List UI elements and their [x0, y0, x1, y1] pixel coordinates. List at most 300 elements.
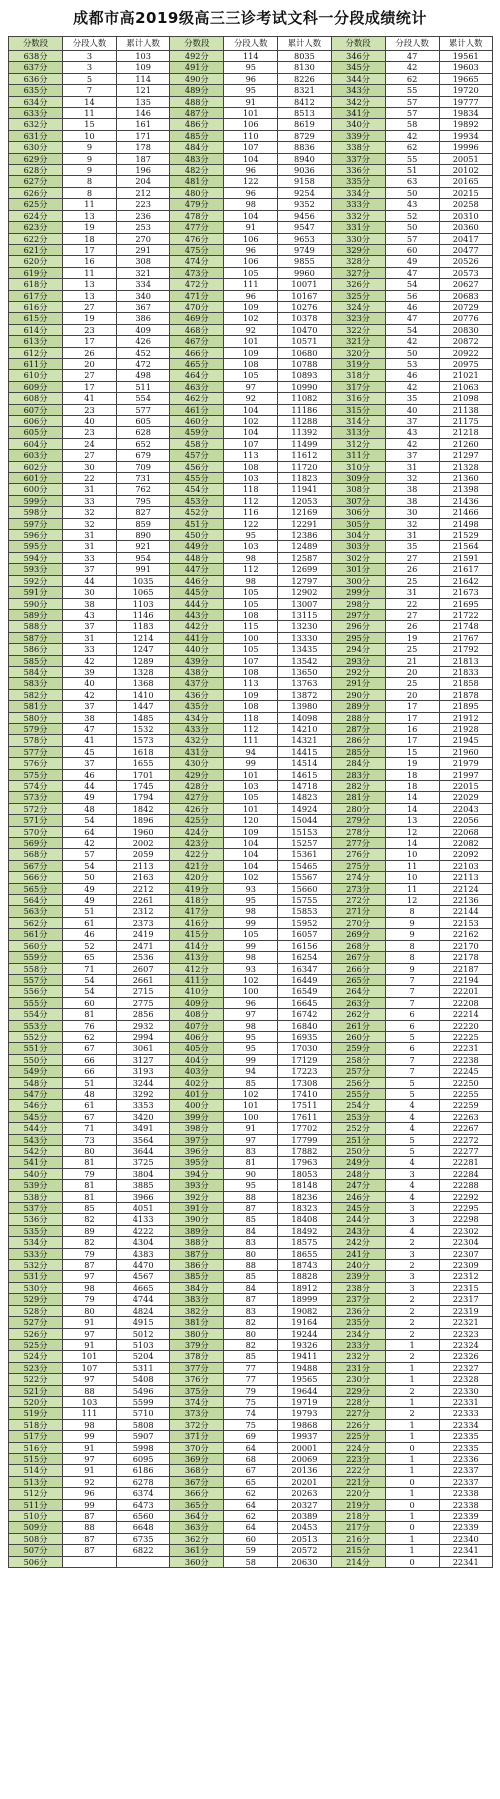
cumulative-cell: 2373 — [117, 917, 170, 928]
table-row — [9, 119, 493, 130]
count-cell: 10 — [385, 872, 439, 883]
cumulative-cell: 308 — [117, 256, 170, 267]
count-cell: 99 — [224, 1054, 278, 1065]
count-cell: 18 — [63, 233, 117, 244]
score-cell: 268分 — [331, 940, 385, 951]
score-cell: 266分 — [331, 963, 385, 974]
score-cell: 589分 — [9, 609, 63, 620]
header-cumulative: 累计人数 — [278, 37, 331, 51]
cumulative-cell: 6648 — [117, 1522, 170, 1533]
count-cell: 7 — [63, 85, 117, 96]
score-cell: 236分 — [331, 1305, 385, 1316]
score-cell: 460分 — [170, 416, 224, 427]
score-cell: 445分 — [170, 587, 224, 598]
count-cell: 97 — [63, 1328, 117, 1339]
count-cell: 46 — [63, 769, 117, 780]
score-cell: 605分 — [9, 427, 63, 438]
table-row — [9, 769, 493, 780]
cumulative-cell: 9036 — [278, 165, 331, 176]
count-cell: 49 — [63, 883, 117, 894]
score-cell: 231分 — [331, 1362, 385, 1373]
cumulative-cell: 21529 — [439, 530, 492, 541]
score-cell: 322分 — [331, 324, 385, 335]
table-row — [9, 393, 493, 404]
score-cell: 253分 — [331, 1111, 385, 1122]
count-cell: 9 — [63, 153, 117, 164]
table-row — [9, 986, 493, 997]
score-cell: 363分 — [170, 1522, 224, 1533]
count-cell: 99 — [224, 917, 278, 928]
cumulative-cell: 19868 — [278, 1419, 331, 1430]
count-cell: 63 — [385, 176, 439, 187]
table-row — [9, 803, 493, 814]
score-cell: 362分 — [170, 1533, 224, 1544]
cumulative-cell: 4665 — [117, 1282, 170, 1293]
table-row — [9, 1294, 493, 1305]
score-cell: 410分 — [170, 986, 224, 997]
table-row — [9, 1225, 493, 1236]
table-row — [9, 313, 493, 324]
cumulative-cell: 22339 — [439, 1511, 492, 1522]
score-cell: 571分 — [9, 815, 63, 826]
count-cell: 79 — [63, 1248, 117, 1259]
count-cell: 107 — [63, 1362, 117, 1373]
score-cell: 361分 — [170, 1545, 224, 1556]
count-cell: 9 — [63, 165, 117, 176]
count-cell: 49 — [63, 895, 117, 906]
cumulative-cell: 20102 — [439, 165, 492, 176]
score-cell: 553分 — [9, 1020, 63, 1031]
cumulative-cell: 386 — [117, 313, 170, 324]
cumulative-cell: 18743 — [278, 1260, 331, 1271]
table-row — [9, 1146, 493, 1157]
count-cell: 37 — [63, 621, 117, 632]
table-row — [9, 1419, 493, 1430]
score-cell: 588分 — [9, 621, 63, 632]
score-cell: 277分 — [331, 838, 385, 849]
score-cell: 309分 — [331, 473, 385, 484]
count-cell: 82 — [63, 1237, 117, 1248]
score-cell: 332分 — [331, 210, 385, 221]
table-row — [9, 940, 493, 951]
cumulative-cell: 22328 — [439, 1374, 492, 1385]
table-row — [9, 507, 493, 518]
count-cell: 6 — [385, 1009, 439, 1020]
count-cell: 80 — [224, 1248, 278, 1259]
count-cell: 95 — [224, 85, 278, 96]
count-cell: 31 — [385, 461, 439, 472]
cumulative-cell: 20417 — [439, 233, 492, 244]
score-cell: 559分 — [9, 952, 63, 963]
score-cell: 455分 — [170, 473, 224, 484]
count-cell: 1 — [385, 1396, 439, 1407]
count-cell: 9 — [385, 929, 439, 940]
score-cell: 599分 — [9, 495, 63, 506]
count-cell: 31 — [385, 530, 439, 541]
score-cell: 611分 — [9, 358, 63, 369]
count-cell: 111 — [224, 279, 278, 290]
cumulative-cell: 13542 — [278, 655, 331, 666]
cumulative-cell: 20069 — [278, 1453, 331, 1464]
count-cell: 97 — [224, 1134, 278, 1145]
count-cell: 81 — [63, 1009, 117, 1020]
count-cell — [63, 1556, 117, 1567]
score-cell: 568分 — [9, 849, 63, 860]
cumulative-cell: 1745 — [117, 781, 170, 792]
score-cell: 629分 — [9, 153, 63, 164]
score-cell: 229分 — [331, 1385, 385, 1396]
cumulative-cell: 1794 — [117, 792, 170, 803]
cumulative-cell: 2932 — [117, 1020, 170, 1031]
count-cell: 1 — [385, 1431, 439, 1442]
count-cell: 19 — [385, 758, 439, 769]
cumulative-cell: 6735 — [117, 1533, 170, 1544]
score-cell: 383分 — [170, 1294, 224, 1305]
cumulative-cell: 12902 — [278, 587, 331, 598]
score-cell: 528分 — [9, 1305, 63, 1316]
score-cell: 540分 — [9, 1168, 63, 1179]
cumulative-cell: 22324 — [439, 1339, 492, 1350]
score-cell: 214分 — [331, 1556, 385, 1567]
score-cell: 302分 — [331, 552, 385, 563]
count-cell: 85 — [224, 1271, 278, 1282]
table-row — [9, 1134, 493, 1145]
score-cell: 334分 — [331, 187, 385, 198]
table-row — [9, 1088, 493, 1099]
score-cell: 603分 — [9, 450, 63, 461]
cumulative-cell: 22334 — [439, 1419, 492, 1430]
score-cell: 425分 — [170, 815, 224, 826]
score-cell: 463分 — [170, 381, 224, 392]
score-cell: 481分 — [170, 176, 224, 187]
count-cell: 60 — [63, 997, 117, 1008]
count-cell: 45 — [63, 746, 117, 757]
cumulative-cell: 3061 — [117, 1043, 170, 1054]
cumulative-cell: 16840 — [278, 1020, 331, 1031]
cumulative-cell: 20572 — [278, 1545, 331, 1556]
table-row — [9, 324, 493, 335]
header-count: 分段人数 — [385, 37, 439, 51]
cumulative-cell: 22272 — [439, 1134, 492, 1145]
score-cell: 275分 — [331, 860, 385, 871]
cumulative-cell: 22336 — [439, 1453, 492, 1464]
cumulative-cell: 859 — [117, 518, 170, 529]
cumulative-cell: 20201 — [278, 1476, 331, 1487]
score-cell: 308分 — [331, 484, 385, 495]
table-row — [9, 1374, 493, 1385]
score-cell: 368分 — [170, 1465, 224, 1476]
count-cell: 83 — [224, 1237, 278, 1248]
score-cell: 437分 — [170, 678, 224, 689]
table-row — [9, 1260, 493, 1271]
count-cell: 88 — [224, 1260, 278, 1271]
cumulative-cell: 22298 — [439, 1214, 492, 1225]
table-row — [9, 917, 493, 928]
table-row — [9, 85, 493, 96]
cumulative-cell: 16449 — [278, 974, 331, 985]
count-cell: 79 — [224, 1385, 278, 1396]
score-cell: 227分 — [331, 1408, 385, 1419]
score-cell: 468分 — [170, 324, 224, 335]
score-cell: 618分 — [9, 279, 63, 290]
count-cell: 108 — [224, 461, 278, 472]
table-row — [9, 895, 493, 906]
count-cell: 37 — [63, 564, 117, 575]
count-cell: 3 — [385, 1168, 439, 1179]
score-cell: 612分 — [9, 347, 63, 358]
cumulative-cell: 22220 — [439, 1020, 492, 1031]
score-cell: 527分 — [9, 1317, 63, 1328]
cumulative-cell: 2856 — [117, 1009, 170, 1020]
count-cell: 56 — [385, 290, 439, 301]
count-cell: 108 — [224, 358, 278, 369]
cumulative-cell: 577 — [117, 404, 170, 415]
score-cell: 326分 — [331, 279, 385, 290]
score-cell: 289分 — [331, 701, 385, 712]
table-row — [9, 1533, 493, 1544]
count-cell: 7 — [385, 1066, 439, 1077]
cumulative-cell: 20872 — [439, 336, 492, 347]
count-cell: 12 — [385, 895, 439, 906]
table-row — [9, 952, 493, 963]
cumulative-cell: 22307 — [439, 1248, 492, 1259]
cumulative-cell: 511 — [117, 381, 170, 392]
count-cell: 17 — [385, 735, 439, 746]
cumulative-cell: 20453 — [278, 1522, 331, 1533]
cumulative-cell: 21328 — [439, 461, 492, 472]
table-row — [9, 678, 493, 689]
count-cell: 106 — [224, 256, 278, 267]
score-cell: 423分 — [170, 838, 224, 849]
score-cell: 215分 — [331, 1545, 385, 1556]
count-cell: 67 — [63, 1043, 117, 1054]
cumulative-cell: 20729 — [439, 301, 492, 312]
cumulative-cell: 2212 — [117, 883, 170, 894]
count-cell: 84 — [224, 1225, 278, 1236]
score-cell: 598分 — [9, 507, 63, 518]
score-cell: 413分 — [170, 952, 224, 963]
score-cell: 389分 — [170, 1225, 224, 1236]
table-row — [9, 370, 493, 381]
cumulative-cell: 731 — [117, 473, 170, 484]
count-cell: 41 — [63, 393, 117, 404]
score-cell: 408分 — [170, 1009, 224, 1020]
score-cell: 564分 — [9, 895, 63, 906]
cumulative-cell: 18408 — [278, 1214, 331, 1225]
score-cell: 625分 — [9, 199, 63, 210]
cumulative-cell: 1103 — [117, 598, 170, 609]
count-cell: 0 — [385, 1499, 439, 1510]
cumulative-cell: 3491 — [117, 1123, 170, 1134]
table-row — [9, 632, 493, 643]
count-cell: 11 — [63, 199, 117, 210]
score-cell: 558分 — [9, 963, 63, 974]
table-row — [9, 1305, 493, 1316]
count-cell: 106 — [224, 119, 278, 130]
cumulative-cell: 135 — [117, 96, 170, 107]
count-cell: 13 — [63, 210, 117, 221]
count-cell: 104 — [224, 427, 278, 438]
cumulative-cell: 20263 — [278, 1488, 331, 1499]
score-cell: 436分 — [170, 689, 224, 700]
table-row — [9, 404, 493, 415]
score-cell: 323分 — [331, 313, 385, 324]
score-cell: 311分 — [331, 450, 385, 461]
count-cell: 49 — [63, 792, 117, 803]
count-cell: 27 — [385, 609, 439, 620]
cumulative-cell: 20258 — [439, 199, 492, 210]
score-cell: 446分 — [170, 575, 224, 586]
table-row — [9, 267, 493, 278]
count-cell: 85 — [63, 1203, 117, 1214]
count-cell: 113 — [224, 450, 278, 461]
count-cell: 62 — [224, 1488, 278, 1499]
count-cell: 109 — [224, 301, 278, 312]
cumulative-cell: 2113 — [117, 860, 170, 871]
cumulative-cell: 21673 — [439, 587, 492, 598]
score-cell: 548分 — [9, 1077, 63, 1088]
cumulative-cell: 11082 — [278, 393, 331, 404]
count-cell: 97 — [63, 1271, 117, 1282]
cumulative-cell: 22335 — [439, 1431, 492, 1442]
count-cell: 46 — [63, 929, 117, 940]
count-cell: 99 — [63, 1431, 117, 1442]
cumulative-cell: 19719 — [278, 1396, 331, 1407]
score-cell: 303分 — [331, 541, 385, 552]
table-row — [9, 723, 493, 734]
count-cell: 103 — [224, 781, 278, 792]
table-row — [9, 358, 493, 369]
count-cell: 20 — [385, 666, 439, 677]
cumulative-cell: 21138 — [439, 404, 492, 415]
table-row — [9, 461, 493, 472]
score-cell: 485分 — [170, 130, 224, 141]
table-row — [9, 621, 493, 632]
count-cell: 9 — [385, 917, 439, 928]
cumulative-cell: 14615 — [278, 769, 331, 780]
score-cell: 467分 — [170, 336, 224, 347]
cumulative-cell: 19934 — [439, 130, 492, 141]
count-cell: 98 — [224, 575, 278, 586]
cumulative-cell: 20513 — [278, 1533, 331, 1544]
count-cell: 7 — [385, 1054, 439, 1065]
score-cell: 405分 — [170, 1043, 224, 1054]
cumulative-cell: 20327 — [278, 1499, 331, 1510]
score-cell: 226分 — [331, 1419, 385, 1430]
score-cell: 224分 — [331, 1442, 385, 1453]
cumulative-cell: 12489 — [278, 541, 331, 552]
table-row — [9, 438, 493, 449]
cumulative-cell: 11823 — [278, 473, 331, 484]
table-row — [9, 1009, 493, 1020]
cumulative-cell: 103 — [117, 51, 170, 62]
count-cell: 107 — [224, 438, 278, 449]
cumulative-cell: 20136 — [278, 1465, 331, 1476]
cumulative-cell: 3966 — [117, 1191, 170, 1202]
cumulative-cell: 21498 — [439, 518, 492, 529]
cumulative-cell: 19411 — [278, 1351, 331, 1362]
cumulative-cell: 22208 — [439, 997, 492, 1008]
table-row — [9, 347, 493, 358]
cumulative-cell: 9960 — [278, 267, 331, 278]
cumulative-cell: 3292 — [117, 1088, 170, 1099]
count-cell: 57 — [385, 233, 439, 244]
count-cell: 105 — [224, 644, 278, 655]
table-row — [9, 199, 493, 210]
score-cell: 538分 — [9, 1191, 63, 1202]
table-row — [9, 1066, 493, 1077]
score-cell: 507分 — [9, 1545, 63, 1556]
cumulative-cell: 16742 — [278, 1009, 331, 1020]
table-row — [9, 62, 493, 73]
cumulative-cell: 1410 — [117, 689, 170, 700]
score-cell: 421分 — [170, 860, 224, 871]
score-cell: 273分 — [331, 883, 385, 894]
score-cell: 482分 — [170, 165, 224, 176]
score-cell: 364分 — [170, 1511, 224, 1522]
header-cumulative: 累计人数 — [439, 37, 492, 51]
count-cell: 102 — [224, 872, 278, 883]
count-cell: 18 — [385, 769, 439, 780]
score-cell: 560分 — [9, 940, 63, 951]
table-row — [9, 427, 493, 438]
cumulative-cell: 18575 — [278, 1237, 331, 1248]
table-row — [9, 1077, 493, 1088]
count-cell: 112 — [224, 495, 278, 506]
cumulative-cell: 6560 — [117, 1511, 170, 1522]
cumulative-cell: 22337 — [439, 1476, 492, 1487]
cumulative-cell: 18828 — [278, 1271, 331, 1282]
count-cell: 81 — [224, 1157, 278, 1168]
cumulative-cell: 13763 — [278, 678, 331, 689]
cumulative-cell: 3420 — [117, 1111, 170, 1122]
table-row — [9, 153, 493, 164]
table-row — [9, 1362, 493, 1373]
cumulative-cell: 21360 — [439, 473, 492, 484]
table-row — [9, 963, 493, 974]
score-cell: 409分 — [170, 997, 224, 1008]
score-cell: 278分 — [331, 826, 385, 837]
score-cell: 339分 — [331, 130, 385, 141]
count-cell: 85 — [224, 1351, 278, 1362]
count-cell: 11 — [385, 883, 439, 894]
count-cell: 30 — [63, 461, 117, 472]
score-cell: 330分 — [331, 233, 385, 244]
count-cell: 62 — [224, 1511, 278, 1522]
cumulative-cell: 20526 — [439, 256, 492, 267]
cumulative-cell: 5012 — [117, 1328, 170, 1339]
cumulative-cell: 1655 — [117, 758, 170, 769]
score-cell: 298分 — [331, 598, 385, 609]
score-cell: 299分 — [331, 587, 385, 598]
count-cell: 64 — [224, 1442, 278, 1453]
count-cell: 1 — [385, 1339, 439, 1350]
count-cell: 35 — [385, 541, 439, 552]
count-cell: 96 — [224, 73, 278, 84]
table-row — [9, 290, 493, 301]
score-cell: 600分 — [9, 484, 63, 495]
score-cell: 477分 — [170, 222, 224, 233]
cumulative-cell: 21564 — [439, 541, 492, 552]
cumulative-cell: 22330 — [439, 1385, 492, 1396]
cumulative-cell: 22281 — [439, 1157, 492, 1168]
count-cell: 87 — [63, 1260, 117, 1271]
score-cell: 566分 — [9, 872, 63, 883]
cumulative-cell: 1183 — [117, 621, 170, 632]
count-cell: 95 — [224, 62, 278, 73]
score-cell: 511分 — [9, 1499, 63, 1510]
count-cell: 87 — [224, 1294, 278, 1305]
